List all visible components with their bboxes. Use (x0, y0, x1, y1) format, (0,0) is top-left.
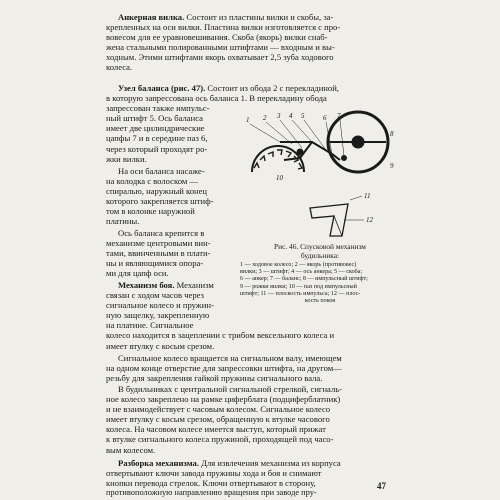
pallet-hatch (334, 216, 342, 236)
figure-label-10: 10 (276, 174, 283, 182)
figure-caption (240, 242, 400, 305)
figure-title-line-2: будильника: (300, 251, 340, 260)
figure-label-7: 7 (337, 112, 341, 120)
figure-label-2: 2 (263, 114, 267, 122)
pallet-detail (310, 204, 348, 236)
figure-label-3: 3 (277, 112, 281, 120)
figure-legend-line: вилки; 3 — штифт; 4 — ось анкера; 5 — скоба; (240, 269, 363, 276)
figure-legend-line: 1 — ходовое колесо; 2 — якорь (противовес) (240, 262, 357, 268)
paragraph-signal-wheel: Сигнальное колесо вращается на сигнальном валу, имеющем на одном конце отверстие для запрессовки штифта, на другом— резьбу для закрепления гайкой пружины сигнального вала. (106, 353, 342, 384)
heading-strike-mechanism: Механизм боя. (118, 280, 175, 290)
figure-label-6: 6 (323, 114, 327, 122)
paragraph-axle: Ось баланса крепится в механизме центровыми вин- тами, ввинченными в плати- ны и являющимися опора- ми для цапф оси. (106, 228, 211, 279)
paragraph-balance-unit: Узел баланса (рис. 47). Состоит из обода 2 с перекладиной, в которую запрессована ось баланса 1. В перекладину обода запрессован также импульс- ный штифт 5. Ось баланса имеет две цилиндрические цапфы 7 и в середине паз 6, через который проходят ро- жки вилки. (106, 83, 339, 164)
escapement-mechanism-figure (240, 108, 400, 238)
figure-label-4: 4 (289, 112, 293, 120)
figure-legend-line: кость покоя (304, 298, 336, 305)
figure-legend-line: штифт; 11 — плоскость импульса; 12 — плос- (240, 290, 361, 297)
figure-label-11: 11 (364, 192, 371, 200)
figure-label-12: 12 (366, 216, 373, 224)
figure-label-1: 1 (246, 116, 250, 124)
heading-anchor-fork: Анкерная вилка. (118, 12, 185, 22)
heading-balance-unit: Узел баланса (рис. 47). (118, 83, 206, 93)
paragraph-strike-mechanism: Механизм боя. Механизм связан с ходом часов через сигнальное колесо и пружин- ную защелку, закрепленную на платине. Сигнальное колесо находится в зацеплении с трибом вексельного колеса и имеет втулку с косым срезом. (106, 280, 335, 351)
figure-label-9: 9 (390, 162, 394, 170)
impulse-pin (342, 156, 347, 161)
paragraph-disassembly-cont: противоположную направлению вращения при заводе пру- (106, 488, 317, 497)
paragraph-collet: На оси баланса насаже- на колодка с волоском — спиралью, наружный конец которого закрепляется штиф- том в колонке наружной платины. (106, 166, 214, 227)
page-number: 47 (377, 481, 386, 491)
paragraph-anchor-fork: Анкерная вилка. Состоит из пластины вилки и скобы, за- крепленных на оси вилки. Пластина вилки изготовляется с про- вовесом для ее уравновешивания. Скоба (якорь) вилки снаб- жена стальными полированными штифтами — входным и вы- ходным. Этими штифтами якорь охватывает 2,5 зуба ходового колеса. (106, 12, 341, 73)
figure-legend-line: 6 — анкер; 7 — баланс; 8 — импульсный штифт; (240, 276, 368, 283)
figure-label-8: 8 (390, 130, 394, 138)
figure-label-5: 5 (301, 112, 305, 120)
figure-title-line-1: Рис. 46. Спусковой механизм (274, 242, 366, 251)
escape-wheel (252, 146, 304, 172)
heading-disassembly: Разборка механизма. (118, 458, 199, 468)
paragraph-alarm-clocks: В будильниках с центральной сигнальной стрелкой, сигналь- ное колесо закреплено на рамке циферблата (подциферблатник) и не взаимодействует с часовым колесом. Сигнальное колесо имеет втулку с косым срезом, обращенную к втулке часового колеса. На часовом колесе имеется выступ, который прижат к втулке сигнального колеса пружиной, проходящей под часо- вым колесом. (106, 384, 343, 455)
paragraph-disassembly: Разборка механизма. Для извлечения механизма из корпуса отвертывают ключи завода пружины хода и боя и снимают кнопки перевода стрелок. Ключи отвертывают в сторону, (106, 458, 341, 489)
figure-legend-line: 9 — рожки вилки; 10 — паз под импульсный (240, 283, 357, 290)
